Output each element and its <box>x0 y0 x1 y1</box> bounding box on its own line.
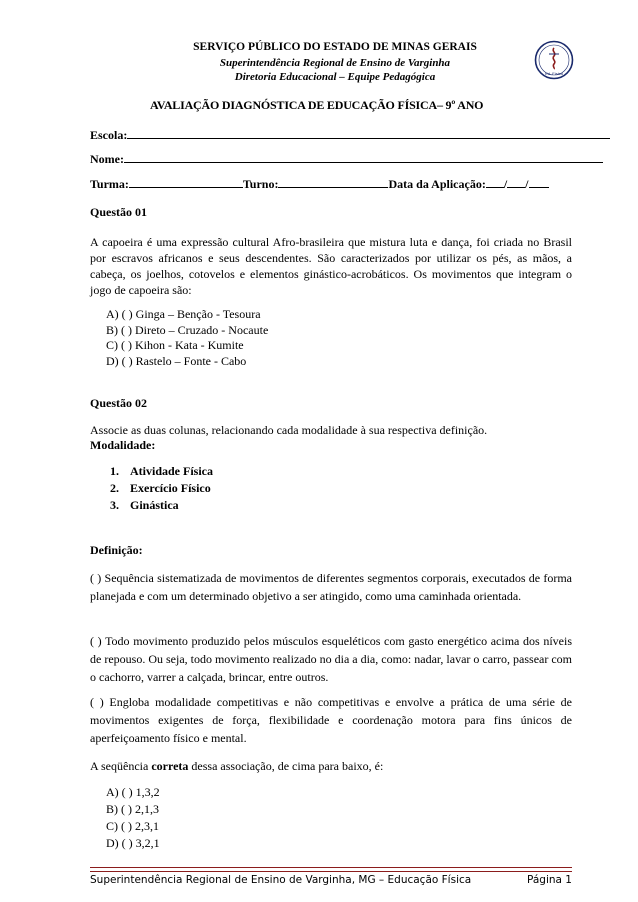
date-slash: / <box>525 177 529 191</box>
option-d: D) ( ) Rastelo – Fonte - Cabo <box>106 353 247 368</box>
question-2-options <box>106 784 160 852</box>
turma-label: Turma: <box>90 177 129 191</box>
option-b: B) ( ) Direto – Cruzado - Nocaute <box>106 322 269 337</box>
escola-blank <box>127 127 610 139</box>
page-title: AVALIAÇÃO DIAGNÓSTICA DE EDUCAÇÃO FÍSICA– 9º ANO <box>150 98 484 112</box>
header-line-3: Diretoria Educacional – Equipe Pedagógica <box>234 71 436 83</box>
definicao-2: ( ) Todo movimento produzido pelos músculos esqueléticos com gasto energético acima dos níveis de repouso. Ou seja, todo movimento realizado no dia a dia, como: nadar, lavar o carro, passear com o cachorro, varrer a calçada, brincar, entre outros. <box>90 634 573 684</box>
escola-label: Escola: <box>90 128 128 142</box>
page-number: Página 1 <box>527 874 572 886</box>
definicao-1: ( ) Sequência sistematizada de movimentos de diferentes segmentos corporais, executados de forma planejada e com um determinado objetivo a ser atingido, como uma caminhada orientada. <box>90 571 572 603</box>
data-label: Data da Aplicação: <box>388 177 486 191</box>
question-2-prompt: A seqüência correta dessa associação, de cima para baixo, é: <box>90 759 384 773</box>
modalidade-list <box>110 463 213 514</box>
option-b: B) ( ) 2,1,3 <box>106 802 159 816</box>
month-blank <box>507 176 525 188</box>
question-1-text: A capoeira é uma expressão cultural Afro-brasileira que mistura luta e dança, foi criada no Brasil por escravos africanos e seus descendentes. São caracterizados por utilizar os pés, as mãos, a cabeça, os joelhos, cotovelos e elementos ginástico-acrobáticos. Os movimentos que integram o jogo de capoeira são: <box>90 235 572 297</box>
option-a: A) ( ) Ginga – Benção - Tesoura <box>106 307 261 321</box>
question-2-heading: Questão 02 <box>90 396 147 410</box>
nome-blank <box>124 151 603 163</box>
list-item: 1. Atividade Física <box>110 464 213 478</box>
day-blank <box>486 176 504 188</box>
modalidade-label: Modalidade: <box>90 438 156 452</box>
turma-field <box>90 176 549 192</box>
turno-blank <box>278 176 388 188</box>
question-1-options <box>106 307 268 369</box>
option-a: A) ( ) 1,3,2 <box>106 785 160 799</box>
date-slash: / <box>503 177 508 191</box>
year-blank <box>529 176 549 188</box>
logo-text: Ed. Física <box>545 71 563 76</box>
turma-blank <box>129 176 243 188</box>
education-emblem-icon <box>534 40 574 80</box>
footer-text: Superintendência Regional de Ensino de Varginha, MG – Educação Física <box>90 874 472 886</box>
question-1-heading: Questão 01 <box>90 205 147 219</box>
escola-field <box>90 127 610 143</box>
header-line-2: Superintendência Regional de Ensino de Varginha <box>219 57 451 69</box>
list-item: 2. Exercício Físico <box>110 481 211 495</box>
footer-divider <box>90 867 572 872</box>
nome-field <box>90 151 603 167</box>
definicao-label: Definição: <box>90 543 143 557</box>
nome-label: Nome: <box>90 152 124 166</box>
list-item: 3. Ginástica <box>110 498 179 512</box>
option-d: D) ( ) 3,2,1 <box>106 836 160 850</box>
definicao-3: ( ) Engloba modalidade competitivas e não competitivas e envolve a prática de uma série de movimentos exigentes de força, flexibilidade e coordenação motora para fins únicos de aperfeiçoamento físico e mental. <box>90 695 572 745</box>
option-c: C) ( ) 2,3,1 <box>106 819 159 833</box>
header-line-1: SERVIÇO PÚBLICO DO ESTADO DE MINAS GERAIS <box>193 41 477 53</box>
turno-label: Turno: <box>242 177 279 191</box>
option-c: C) ( ) Kihon - Kata - Kumite <box>106 338 244 352</box>
question-2-intro: Associe as duas colunas, relacionando cada modalidade à sua respectiva definição. <box>90 423 488 437</box>
